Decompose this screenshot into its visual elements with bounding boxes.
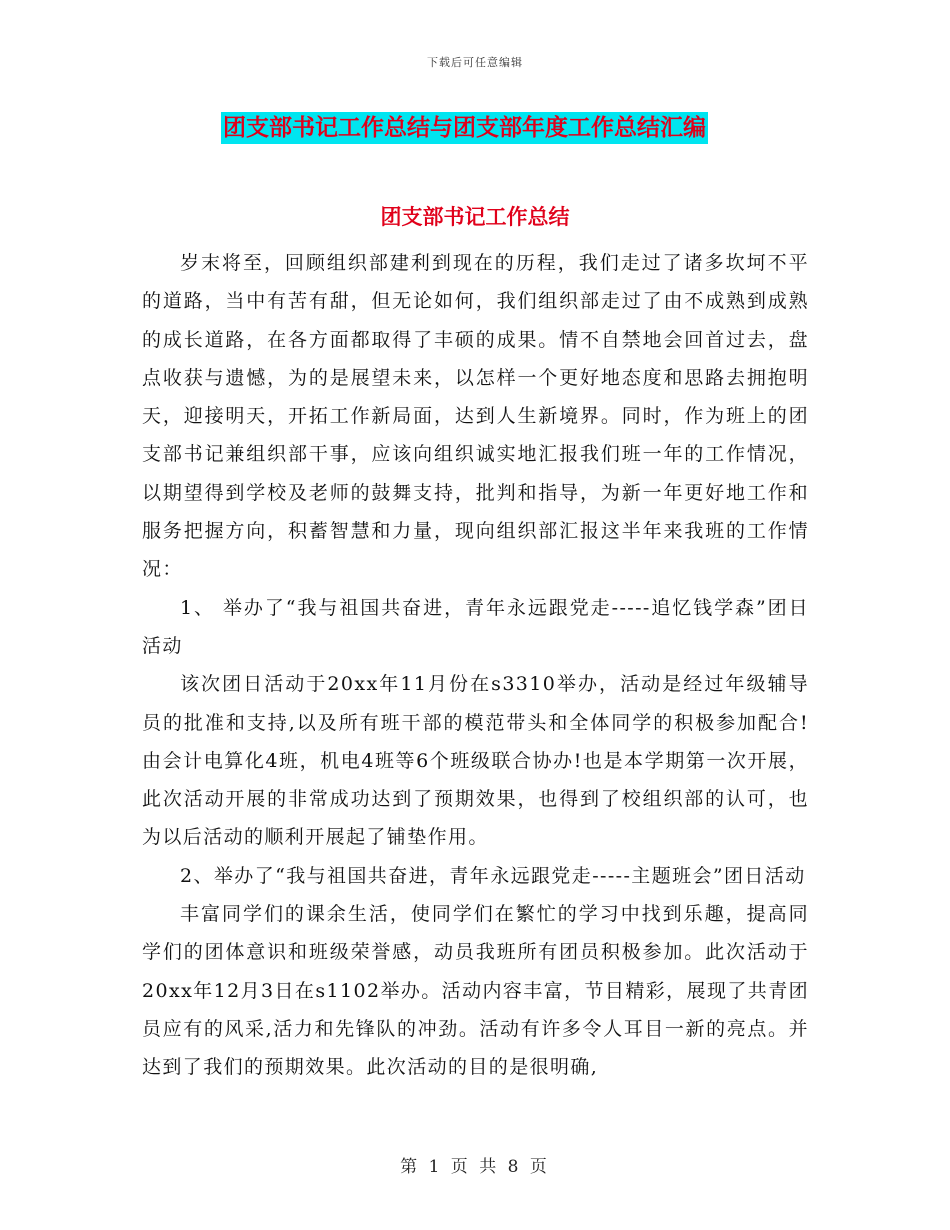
paragraph-intro: 岁末将至，回顾组织部建利到现在的历程，我们走过了诸多坎坷不平的道路，当中有苦有甜，但无论如何，我们组织部走过了由不成熟到成熟的成长道路，在各方面都取得了丰硕的成果。情不自禁地会回首过去，盘点收获与遗憾，为的是展望未来，以怎样一个更好地态度和思路去拥抱明天，迎接明天，开拓工作新局面，达到人生新境界。同时，作为班上的团支部书记兼组织部干事，应该向组织诚实地汇报我们班一年的工作情况，以期望得到学校及老师的鼓舞支持，批判和指导，为新一年更好地工作和服务把握方向，积蓄智慧和力量，现向组织部汇报这半年来我班的工作情况： (142, 252, 809, 581)
section-title: 团支部书记工作总结 (380, 204, 570, 229)
document-main-title: 团支部书记工作总结与团支部年度工作总结汇编 (221, 112, 708, 144)
paragraph-item-2-detail: 丰富同学们的课余生活，使同学们在繁忙的学习中找到乐趣，提高同学们的团体意识和班级荣誉感，动员我班所有团员积极参加。此次活动于20xx年12月3日在s1102举办。活动内容丰富，节目精彩，展现了共青团员应有的风采,活力和先锋队的冲劲。活动有许多令人耳目一新的亮点。并达到了我们的预期效果。此次活动的目的是很明确, (142, 903, 809, 1079)
page-number-footer: 第 1 页 共 8 页 (400, 1157, 550, 1177)
paragraph-item-2-heading: 2、举办了“我与祖国共奋进，青年永远跟党走-----主题班会”团日活动 (180, 864, 806, 887)
paragraph-item-1-detail: 该次团日活动于20xx年11月份在s3310举办，活动是经过年级辅导员的批准和支持,以及所有班干部的模范带头和全体同学的积极参加配合!由会计电算化4班，机电4班等6个班级联合协办!也是本学期第一次开展，此次活动开展的非常成功达到了预期效果，也得到了校组织部的认可，也为以后活动的顺利开展起了铺垫作用。 (142, 673, 809, 849)
page-header-note: 下载后可任意编辑 (427, 56, 523, 69)
document-body (142, 244, 809, 1087)
paragraph-item-1-heading: 1、 举办了“我与祖国共奋进，青年永远跟党走-----追忆钱学森”团日活动 (142, 596, 809, 657)
